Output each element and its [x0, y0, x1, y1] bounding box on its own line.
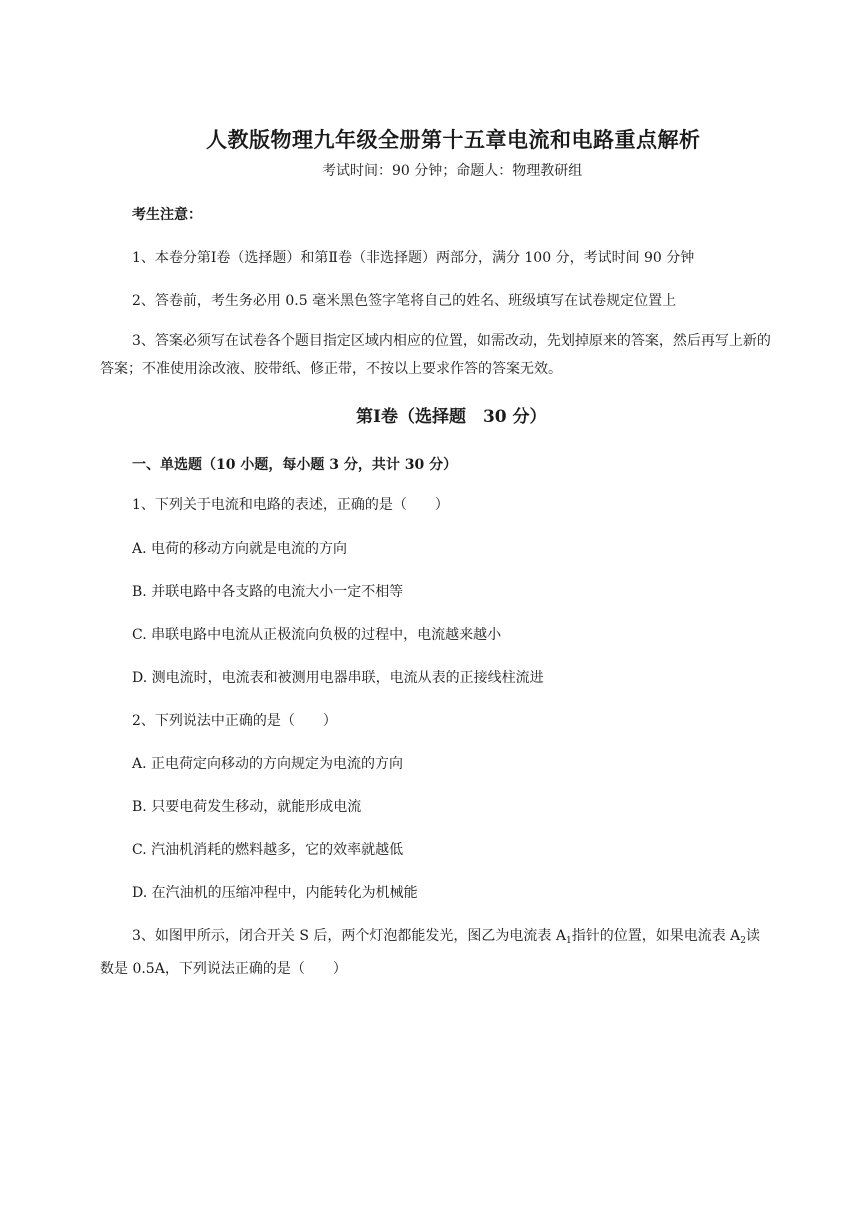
question-1-stem: 1、下列关于电流和电路的表述，正确的是（ ）: [132, 497, 449, 513]
ammeter-a1-subscript: 1: [565, 936, 572, 946]
ammeter-a2-subscript: 2: [740, 936, 746, 946]
question-1-option-a: A. 电荷的移动方向就是电流的方向: [132, 541, 348, 557]
question-3-stem-part2: 指针的位置，如果电流表 A: [571, 928, 741, 944]
question-3-stem-part1: 3、如图甲所示，闭合开关 S 后，两个灯泡都能发光，图乙为电流表 A: [132, 928, 566, 944]
notice-item-2: 2、答卷前，考生务必用 0.5 毫米黑色签字笔将自己的姓名、班级填写在试卷规定位置上: [132, 293, 677, 309]
question-1-option-c: C. 串联电路中电流从正极流向负极的过程中，电流越来越小: [132, 627, 502, 643]
exam-title: 人教版物理九年级全册第十五章电流和电路重点解析: [206, 127, 701, 152]
notice-heading: 考生注意：: [132, 207, 202, 223]
question-1-option-b: B. 并联电路中各支路的电流大小一定不相等: [132, 584, 404, 600]
section-title: 第Ⅰ卷（选择题 30 分）: [356, 407, 547, 427]
notice-item-3: 3、答案必须写在试卷各个题目指定区域内相应的位置，如需改动，先划掉原来的答案，然后再写上新的答案；不准使用涂改液、胶带纸、修正带，不按以上要求作答的答案无效。: [100, 333, 771, 377]
part-heading: 一、单选题（10 小题，每小题 3 分，共计 30 分）: [132, 457, 458, 473]
question-3-stem: [100, 922, 772, 983]
question-3-stem-part3: 读数是 0.5A，下列说法正确的是（ ）: [100, 928, 760, 977]
question-2-option-d: D. 在汽油机的压缩冲程中，内能转化为机械能: [132, 885, 418, 901]
question-2-stem: 2、下列说法中正确的是（ ）: [132, 713, 337, 729]
question-1-option-d: D. 测电流时，电流表和被测用电器串联，电流从表的正接线柱流进: [132, 670, 544, 686]
question-2-option-b: B. 只要电荷发生移动，就能形成电流: [132, 799, 362, 815]
question-2-option-c: C. 汽油机消耗的燃料越多，它的效率就越低: [132, 842, 404, 858]
question-2-option-a: A. 正电荷定向移动的方向规定为电流的方向: [132, 756, 404, 772]
notice-item-1: 1、本卷分第Ⅰ卷（选择题）和第Ⅱ卷（非选择题）两部分，满分 100 分，考试时间 90 分钟: [132, 250, 695, 266]
exam-subtitle: 考试时间：90 分钟；命题人：物理教研组: [322, 163, 583, 179]
